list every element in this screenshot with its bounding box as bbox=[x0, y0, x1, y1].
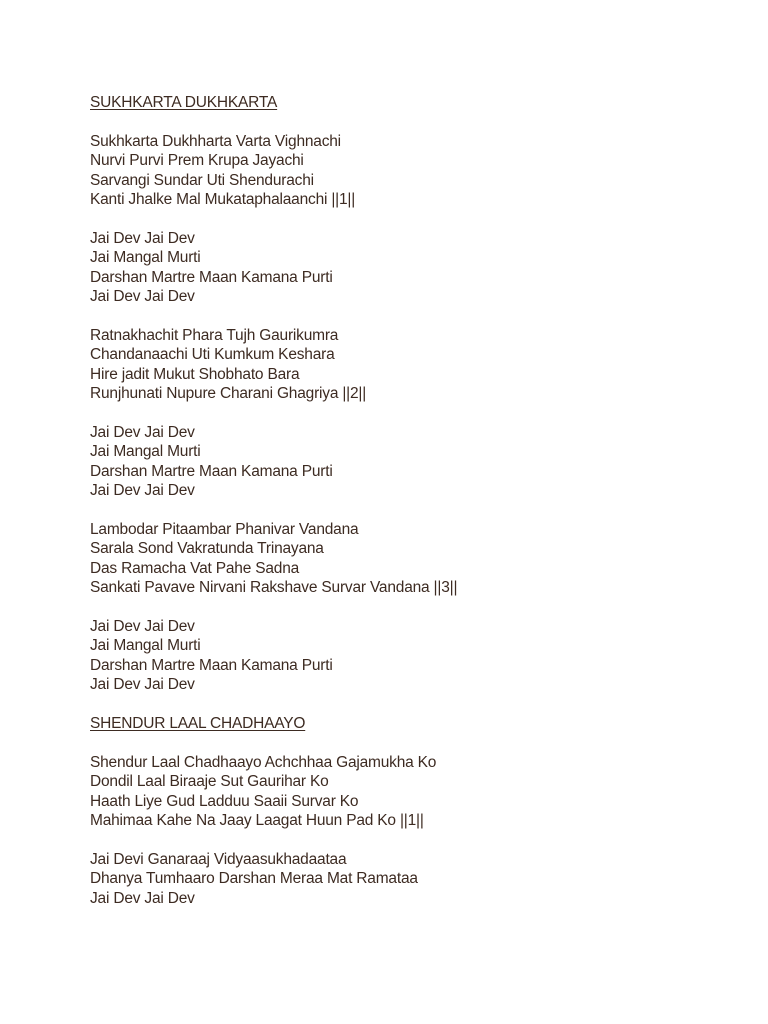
verse-line: Jai Dev Jai Dev bbox=[90, 889, 195, 907]
verse-line: Hire jadit Mukut Shobhato Bara bbox=[90, 365, 300, 383]
stanza bbox=[90, 132, 730, 210]
verse-line: Dondil Laal Biraaje Sut Gaurihar Ko bbox=[90, 773, 329, 791]
stanza bbox=[90, 753, 730, 831]
verse-line: Jai Dev Jai Dev bbox=[90, 617, 195, 635]
verse-line: Mahimaa Kahe Na Jaay Laagat Huun Pad Ko ||1|| bbox=[90, 811, 424, 829]
verse-line: Ratnakhachit Phara Tujh Gaurikumra bbox=[90, 326, 339, 344]
verse-line: Sarala Sond Vakratunda Trinayana bbox=[90, 540, 324, 558]
verse-line: Jai Dev Jai Dev bbox=[90, 229, 195, 247]
document-page bbox=[90, 93, 730, 908]
verse-line: Runjhunati Nupure Charani Ghagriya ||2|| bbox=[90, 385, 367, 403]
verse-line: Jai Dev Jai Dev bbox=[90, 482, 195, 500]
section-sukhkarta bbox=[90, 93, 730, 714]
verse-line: Jai Mangal Murti bbox=[90, 443, 201, 461]
stanza bbox=[90, 520, 730, 598]
verse-line: Jai Mangal Murti bbox=[90, 637, 201, 655]
verse-line: Sukhkarta Dukhharta Varta Vighnachi bbox=[90, 132, 341, 150]
verse-line: Nurvi Purvi Prem Krupa Jayachi bbox=[90, 152, 304, 170]
verse-line: Lambodar Pitaambar Phanivar Vandana bbox=[90, 520, 359, 538]
section-title: SHENDUR LAAL CHADHAAYO bbox=[90, 714, 306, 732]
section-title: SUKHKARTA DUKHKARTA bbox=[90, 94, 278, 111]
verse-line: Jai Dev Jai Dev bbox=[90, 676, 195, 694]
verse-line: Jai Dev Jai Dev bbox=[90, 288, 195, 306]
verse-line: Sarvangi Sundar Uti Shendurachi bbox=[90, 171, 314, 189]
verse-line: Shendur Laal Chadhaayo Achchhaa Gajamukha Ko bbox=[90, 753, 437, 771]
verse-line: Jai Devi Ganaraaj Vidyaasukhadaataa bbox=[90, 850, 347, 868]
verse-line: Jai Dev Jai Dev bbox=[90, 423, 195, 441]
verse-line: Darshan Martre Maan Kamana Purti bbox=[90, 656, 333, 674]
verse-line: Kanti Jhalke Mal Mukataphalaanchi ||1|| bbox=[90, 191, 356, 209]
verse-line: Darshan Martre Maan Kamana Purti bbox=[90, 268, 333, 286]
verse-line: Darshan Martre Maan Kamana Purti bbox=[90, 462, 333, 480]
verse-line: Sankati Pavave Nirvani Rakshave Survar Vandana ||3|| bbox=[90, 579, 458, 597]
stanza bbox=[90, 326, 730, 404]
refrain-stanza bbox=[90, 423, 730, 501]
verse-line: Das Ramacha Vat Pahe Sadna bbox=[90, 559, 300, 577]
verse-line: Haath Liye Gud Ladduu Saaii Survar Ko bbox=[90, 792, 359, 810]
refrain-stanza bbox=[90, 229, 730, 307]
verse-line: Chandanaachi Uti Kumkum Keshara bbox=[90, 346, 335, 364]
verse-line: Dhanya Tumhaaro Darshan Meraa Mat Ramataa bbox=[90, 870, 418, 888]
verse-line: Jai Mangal Murti bbox=[90, 249, 201, 267]
section-shendur-laal bbox=[90, 714, 730, 908]
refrain-stanza bbox=[90, 617, 730, 695]
refrain-stanza bbox=[90, 850, 730, 908]
